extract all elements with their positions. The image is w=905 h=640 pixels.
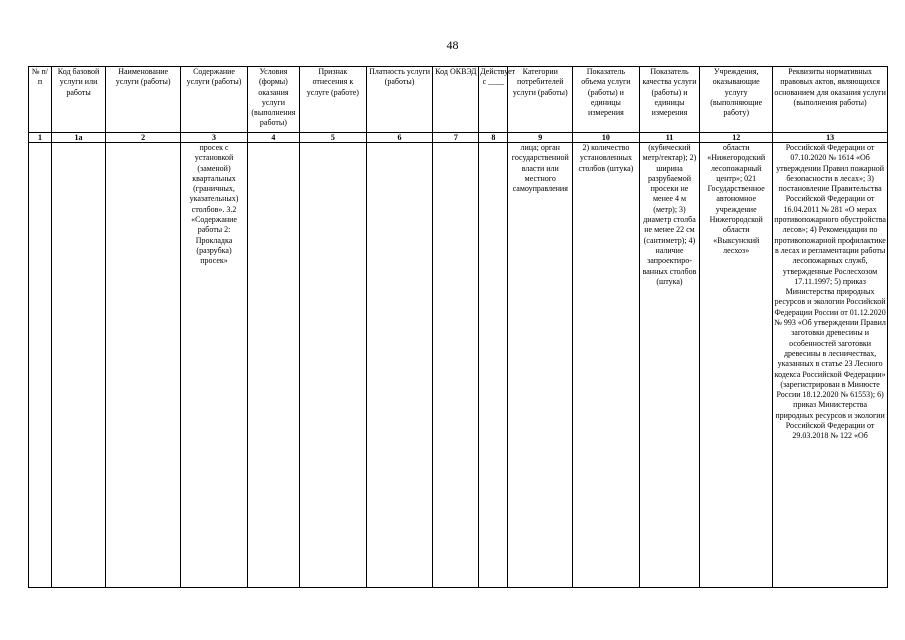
column-number: 1 [29, 133, 52, 143]
table-cell-volume-indicator: 2) количество установленных столбов (штука) [573, 143, 640, 588]
column-number: 13 [773, 133, 888, 143]
table-cell [366, 143, 433, 588]
column-number: 10 [573, 133, 640, 143]
table-cell [299, 143, 366, 588]
header-cell: Реквизиты нормативных правовых актов, являющихся основанием для оказания услуги (выполнения работы) [773, 67, 888, 133]
header-cell: Учреждения, оказывающие услугу (выполняющие работу) [700, 67, 773, 133]
header-cell: № п/п [29, 67, 52, 133]
column-number: 11 [639, 133, 699, 143]
header-cell: Показатель объема услуги (работы) и единицы измерения [573, 67, 640, 133]
table-cell-work-content: просек с установкой (заменой) квартальных (граничных, указательных) столбов». 3.2 «Содержание работы 2: Прокладка (разрубка) просек» [181, 143, 248, 588]
table-cell-consumers: лица; орган государственной власти или местного самоуправления [508, 143, 573, 588]
header-cell: Показатель качества услуги (работы) и единицы измерения [639, 67, 699, 133]
header-cell: Платность услуги (работы) [366, 67, 433, 133]
services-table [28, 66, 888, 588]
column-number: 12 [700, 133, 773, 143]
header-cell: Код базовой услуги или работы [51, 67, 105, 133]
header-cell: Признак отнесения к услуге (работе) [299, 67, 366, 133]
table-cell [29, 143, 52, 588]
column-number-row [29, 133, 888, 143]
column-number: 2 [106, 133, 181, 143]
column-number: 5 [299, 133, 366, 143]
table-cell [433, 143, 479, 588]
header-cell: Наименование услуги (работы) [106, 67, 181, 133]
table-cell-quality-indicator: (кубический метр/гектар); 2) ширина разрубаемой просеки не менее 4 м (метр); 3) диаметр столба не менее 22 см (сантиметр); 4) наличие запроектиро-ванных столбов (штука) [639, 143, 699, 588]
header-cell: Действует с ____ [479, 67, 508, 133]
column-number: 4 [247, 133, 299, 143]
table-cell [106, 143, 181, 588]
table-cell [247, 143, 299, 588]
column-number: 3 [181, 133, 248, 143]
column-number: 9 [508, 133, 573, 143]
header-cell: Код ОКВЭД [433, 67, 479, 133]
header-row [29, 67, 888, 133]
column-number: 8 [479, 133, 508, 143]
column-number: 6 [366, 133, 433, 143]
header-cell: Условия (формы) оказания услуги (выполнения работы) [247, 67, 299, 133]
header-cell: Содержание услуги (работы) [181, 67, 248, 133]
column-number: 7 [433, 133, 479, 143]
header-cell: Категории потребителей услуги (работы) [508, 67, 573, 133]
column-number: 1а [51, 133, 105, 143]
table-cell [479, 143, 508, 588]
table-cell [51, 143, 105, 588]
table-cell-legal-acts: Российской Федерации от 07.10.2020 № 1614 «Об утверждении Правил пожарной безопасности в лесах»; 3) постановление Правительства Российской Федерации от 16.04.2011 № 281 «О мерах противопожарного обустройства лесов»; 4) Рекомендации по противопожарной профилактике в лесах и регламентации работы лесопожарных служб, утвержденные Рослесхозом 17.11.1997; 5) приказ Министерства природных ресурсов и экологии Российской Федерации России от 01.12.2020 № 993 «Об утверждении Правил заготовки древесины и особенностей заготовки древесины в лесничествах, указанных в статье 23 Лесного кодекса Российской Федерации» (зарегистрирован в Минюсте России 18.12.2020 № 61553); 6) приказ Министерства природных ресурсов и экологии Российской Федерации от 29.03.2018 № 122 «Об [773, 143, 888, 588]
table-cell-institutions: области «Нижегородский лесопожарный центр»; 021 Государственное автономное учреждение Нижегородской области «Выксунский лесхоз» [700, 143, 773, 588]
table-row [29, 143, 888, 588]
page-number: 48 [446, 38, 459, 52]
